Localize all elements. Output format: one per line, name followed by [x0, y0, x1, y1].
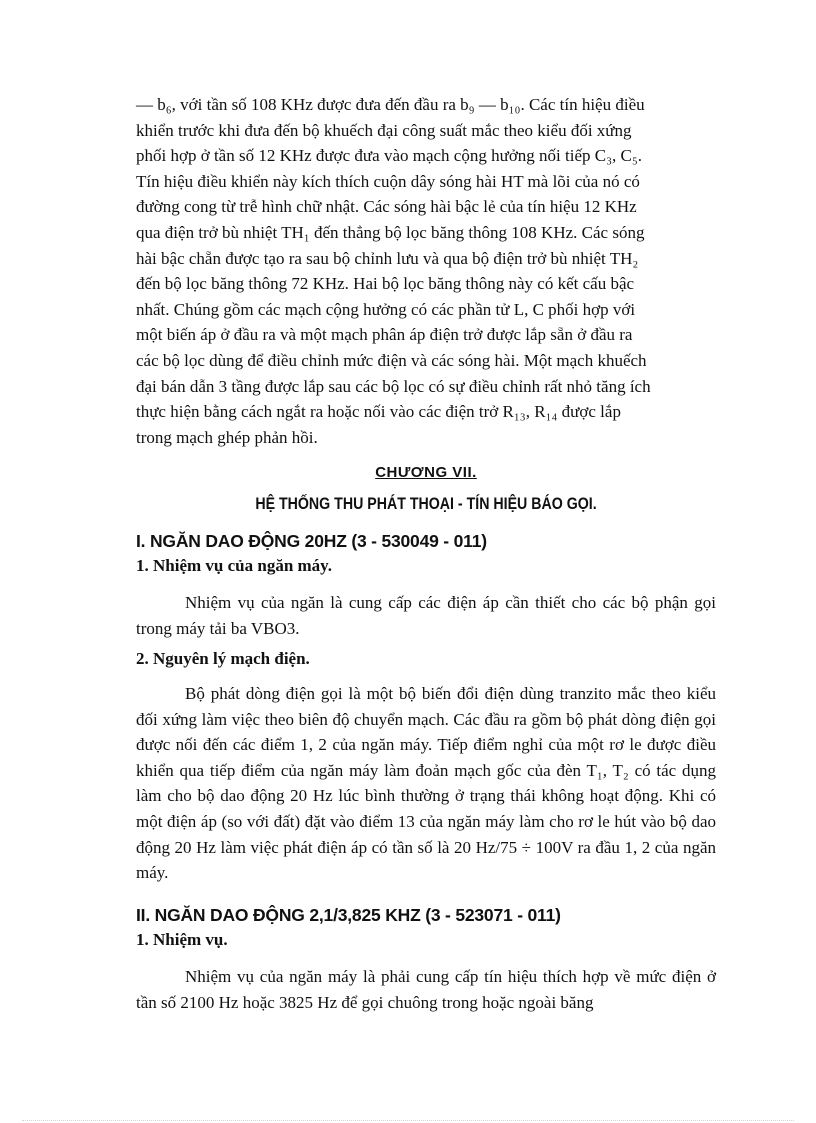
- paragraph-line: đại bán dẫn 3 tầng được lắp sau các bộ lọc có sự điều chỉnh rất nhỏ tăng ích: [136, 376, 651, 396]
- paragraph-line: Tín hiệu điều khiển này kích thích cuộn dây sóng hài HT mà lõi của nó có: [136, 171, 640, 191]
- section-2-sub-1-heading: 1. Nhiệm vụ.: [136, 930, 228, 949]
- paragraph-line: hài bậc chẵn được tạo ra sau bộ chỉnh lưu và qua bộ điện trở bù nhiệt TH₂: [136, 248, 639, 268]
- paragraph-line: khiển trước khi đưa đến bộ khuếch đại công suất mắc theo kiểu đối xứng: [136, 120, 632, 140]
- chapter-title: HỆ THỐNG THU PHÁT THOẠI - TÍN HIỆU BÁO GỌI.: [255, 495, 597, 513]
- section-1-sub-1-text: Nhiệm vụ của ngăn là cung cấp các điện áp cần thiết cho các bộ phận gọi trong máy tải ba VBO3.: [136, 593, 716, 638]
- section-1-sub-2-heading: 2. Nguyên lý mạch điện.: [136, 649, 310, 668]
- paragraph-amplifier-description: [136, 92, 716, 450]
- section-1-sub-2-text: Bộ phát dòng điện gọi là một bộ biến đổi điện dùng tranzito mắc theo kiểu đối xứng làm việc theo biên độ chuyển mạch. Các đầu ra gồm bộ phát dòng điện gọi được nối đến các điểm 1, 2 của ngăn máy. Tiếp điểm nghỉ của một rơ le được điều khiển qua tiếp điểm của ngăn máy làm đoản mạch gốc của đèn T₁, T₂ có tác dụng làm cho bộ dao động 20 Hz lúc bình thường ở trạng thái không hoạt động. Khi có một điện áp (so với đất) đặt vào điểm 13 của ngăn máy làm cho rơ le hút vào bộ dao động 20 Hz làm việc phát điện áp có tần số là 20 Hz/75 ÷ 100V ra đầu 1, 2 của ngăn máy.: [136, 684, 716, 883]
- paragraph-line: một biến áp ở đầu ra và một mạch phân áp điện trở được lắp sẵn ở đầu ra: [136, 325, 633, 345]
- page-bottom-border: [22, 1120, 794, 1121]
- paragraph-line: qua điện trở bù nhiệt TH₁ đến thẳng bộ lọc băng thông 108 KHz. Các sóng: [136, 222, 645, 242]
- paragraph-line: trong mạch ghép phản hồi.: [136, 427, 318, 447]
- section-2-heading: II. NGĂN DAO ĐỘNG 2,1/3,825 KHZ (3 - 523071 - 011): [136, 905, 561, 925]
- paragraph-line: — b₆, với tần số 108 KHz được đưa đến đầu ra b₉ — b₁₀. Các tín hiệu điều: [136, 95, 645, 114]
- section-2-sub-1-text: Nhiệm vụ của ngăn máy là phải cung cấp tín hiệu thích hợp về mức điện ở tần số 2100 Hz hoặc 3825 Hz để gọi chuông trong hoặc ngoài băng: [136, 967, 716, 1012]
- paragraph-line: nhất. Chúng gồm các mạch cộng hưởng có các phần tử L, C phối hợp với: [136, 299, 636, 319]
- chapter-label: CHƯƠNG VII.: [375, 464, 477, 481]
- section-1-sub-1-heading: 1. Nhiệm vụ của ngăn máy.: [136, 556, 332, 575]
- paragraph-line: phối hợp ở tần số 12 KHz được đưa vào mạch cộng hưởng nối tiếp C₃, C₅.: [136, 146, 643, 166]
- paragraph-line: đến bộ lọc băng thông 72 KHz. Hai bộ lọc băng thông này có kết cấu bậc: [136, 274, 635, 294]
- paragraph-line: các bộ lọc dùng để điều chỉnh mức điện và các sóng hài. Một mạch khuếch: [136, 350, 647, 370]
- section-1-heading: I. NGĂN DAO ĐỘNG 20HZ (3 - 530049 - 011): [136, 531, 487, 551]
- paragraph-line: đường cong từ trễ hình chữ nhật. Các sóng hài bậc lẻ của tín hiệu 12 KHz: [136, 197, 637, 217]
- paragraph-line: thực hiện bằng cách ngắt ra hoặc nối vào các điện trở R₁₃, R₁₄ được lắp: [136, 402, 621, 422]
